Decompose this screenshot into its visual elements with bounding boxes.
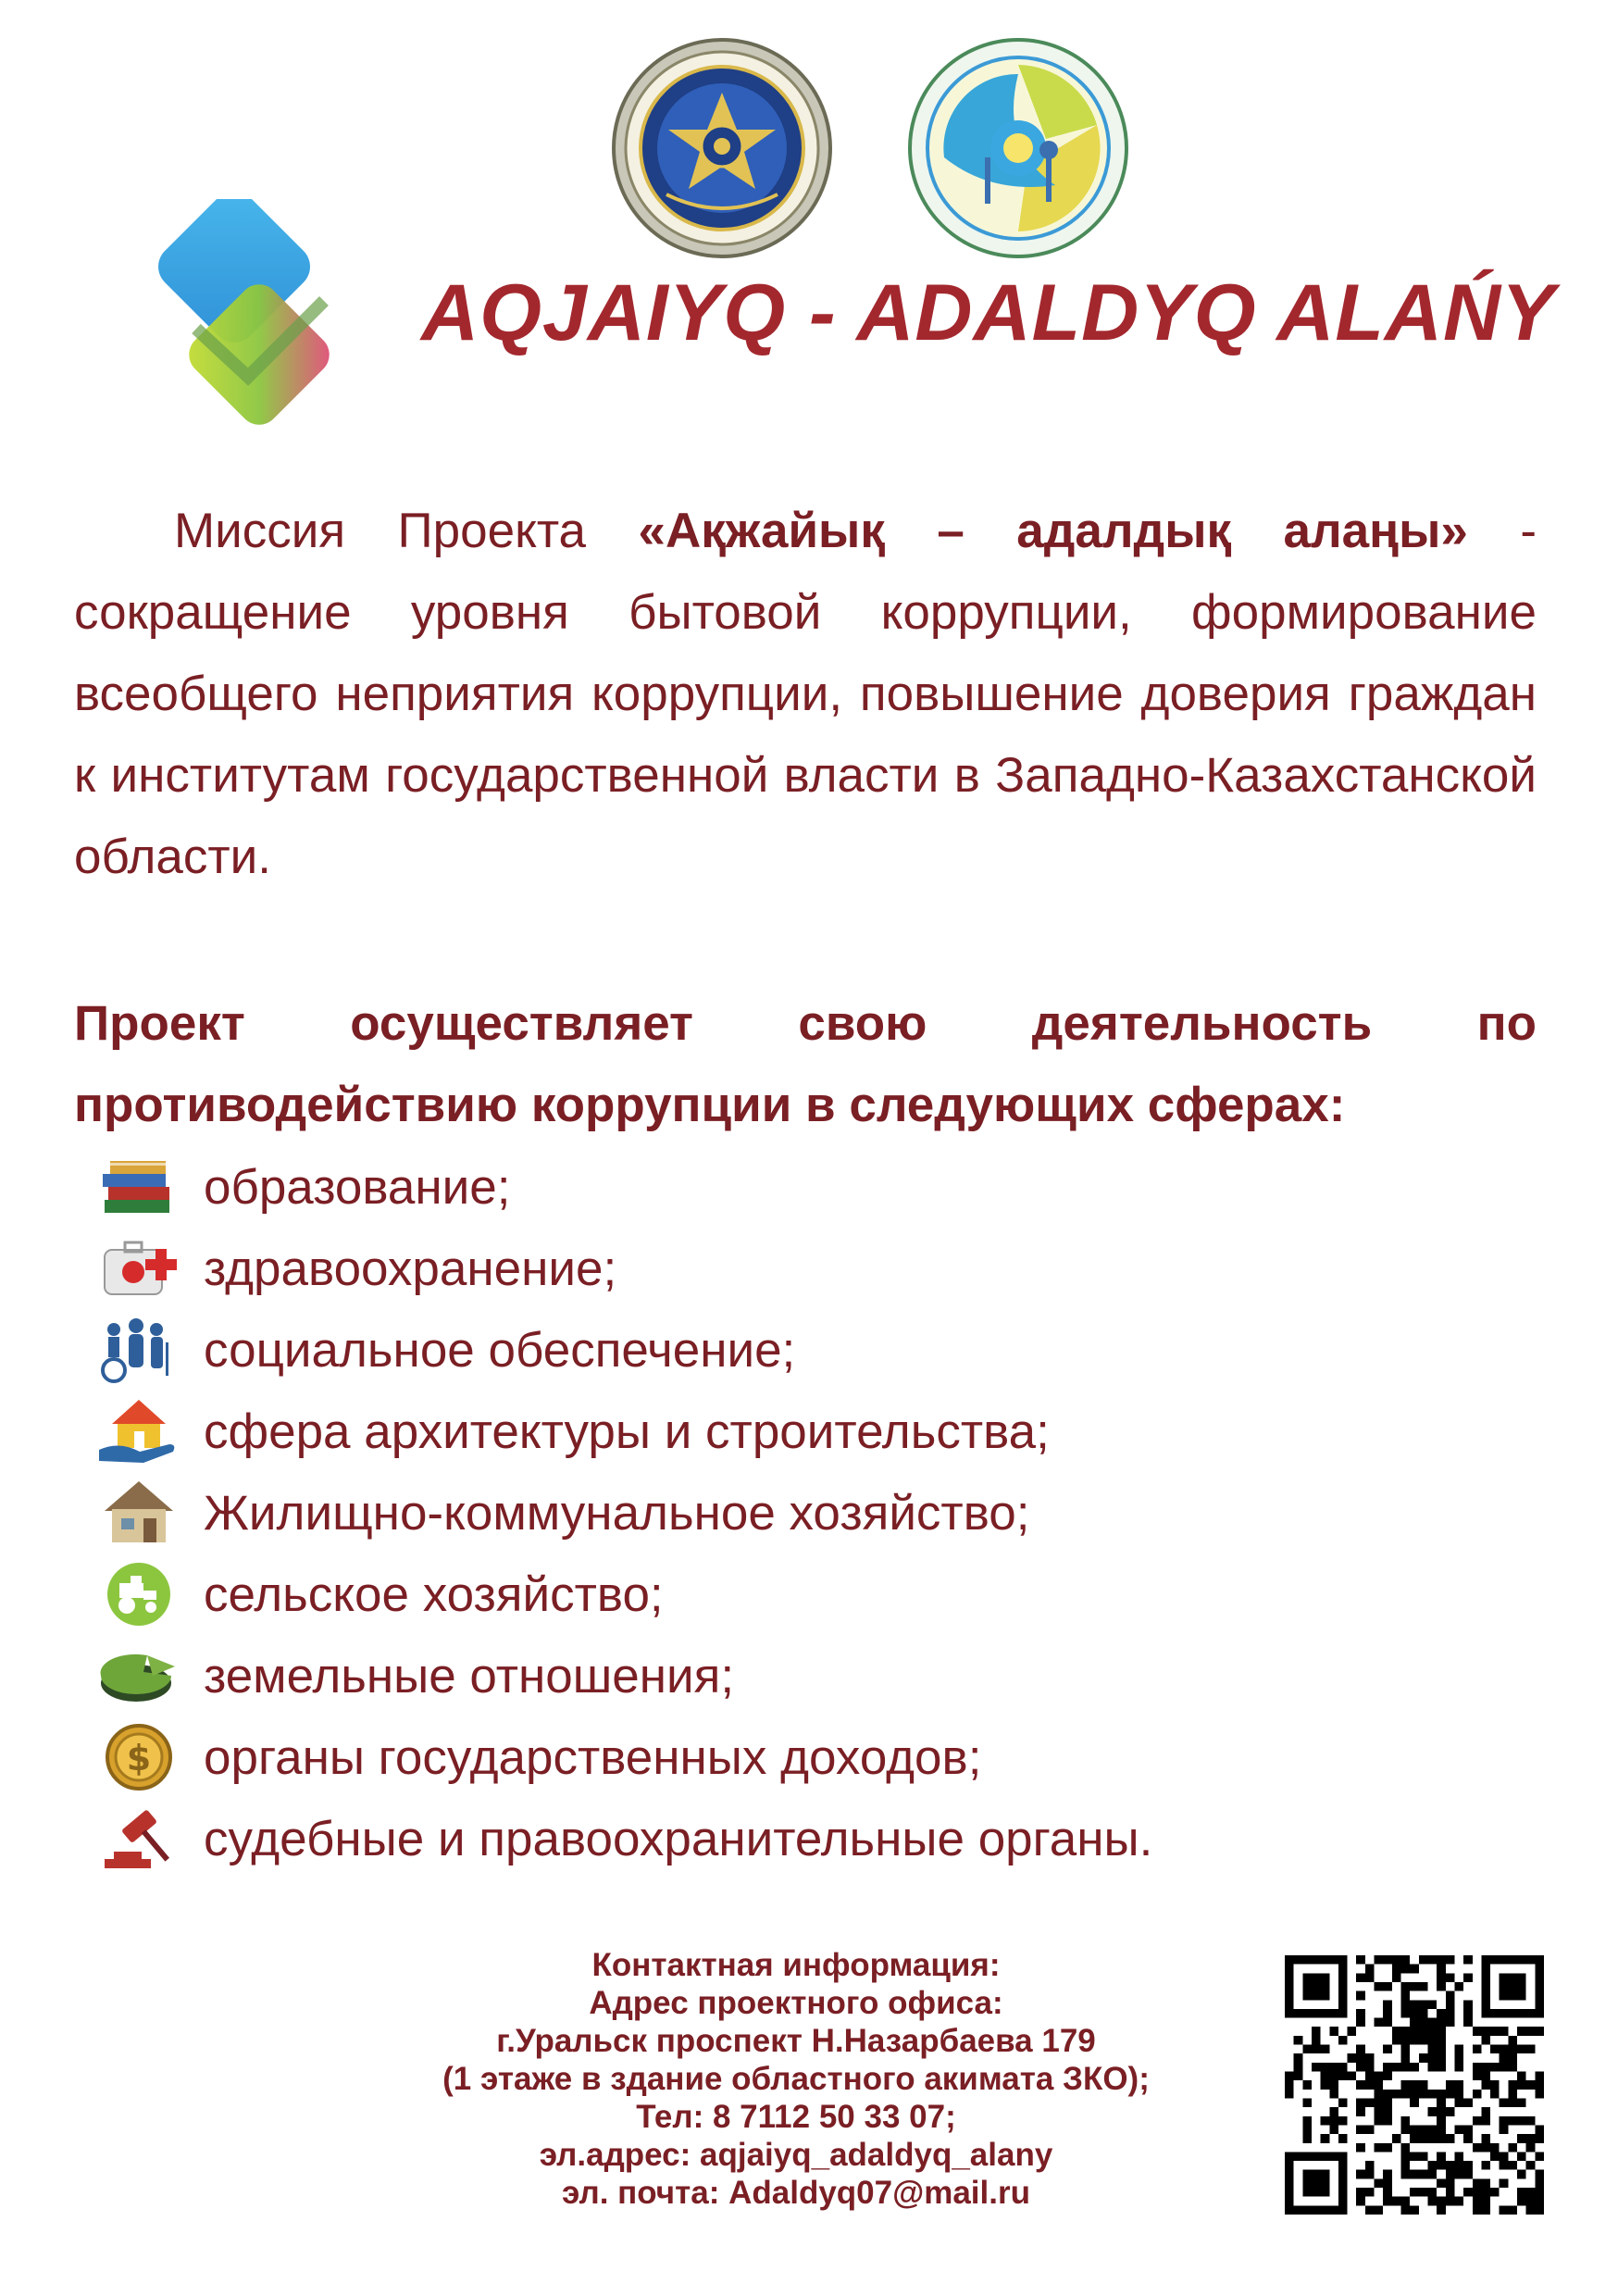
sphere-label: сельское хозяйство; bbox=[204, 1566, 664, 1622]
sphere-label: судебные и правоохранительные органы. bbox=[204, 1811, 1153, 1866]
mission-paragraph bbox=[74, 491, 1537, 898]
contact-address-note: (1 этаже в здание областного акимата ЗКО); bbox=[442, 2061, 1150, 2097]
list-item bbox=[93, 1146, 1388, 1228]
contact-email: эл. почта: Adaldyq07@mail.ru bbox=[562, 2175, 1030, 2211]
list-item bbox=[93, 1228, 1388, 1309]
sphere-label: Жилищно-коммунальное хозяйство; bbox=[204, 1485, 1030, 1541]
sphere-label: социальное обеспечение; bbox=[204, 1322, 796, 1378]
west-kazakhstan-emblem bbox=[907, 37, 1129, 259]
sphere-label: образование; bbox=[204, 1159, 511, 1215]
sphere-label: здравоохранение; bbox=[204, 1241, 617, 1296]
first-aid-kit-icon bbox=[93, 1231, 185, 1305]
social-support-icon bbox=[93, 1313, 185, 1387]
mission-body: - сокращение уровня бытовой коррупции, формирование всеобщего неприятия коррупции, повышение доверия граждан к институтам государственной власти в Западно-Казахстанской области. bbox=[74, 504, 1537, 884]
list-item bbox=[93, 1798, 1388, 1879]
list-item bbox=[93, 1472, 1388, 1554]
qr-code[interactable] bbox=[1285, 1955, 1544, 2215]
books-icon bbox=[93, 1150, 185, 1224]
contact-web-address: эл.адрес: aqjaiyq_adaldyq_alany bbox=[539, 2137, 1053, 2173]
sphere-label: земельные отношения; bbox=[204, 1648, 735, 1703]
mission-project-name: «Ақжайық – адалдық алаңы» bbox=[638, 504, 1468, 558]
house-in-hand-icon bbox=[93, 1394, 185, 1468]
list-item bbox=[93, 1554, 1388, 1635]
list-item bbox=[93, 1309, 1388, 1391]
project-logo-icon bbox=[139, 199, 361, 440]
sphere-label: органы государственных доходов; bbox=[204, 1729, 982, 1785]
dollar-coin-icon bbox=[93, 1720, 185, 1794]
land-slice-icon bbox=[93, 1639, 185, 1713]
house-icon bbox=[93, 1476, 185, 1550]
contact-address: г.Уральск проспект Н.Назарбаева 179 bbox=[496, 2023, 1096, 2059]
gavel-icon bbox=[93, 1802, 185, 1876]
contact-info bbox=[352, 1946, 1240, 2212]
contact-phone: Тел: 8 7112 50 33 07; bbox=[636, 2099, 956, 2135]
project-title: AQJAIYQ - ADALDYQ ALAŃY bbox=[421, 268, 1556, 357]
contact-address-heading: Адрес проектного офиса: bbox=[589, 1985, 1003, 2021]
sphere-label: сфера архитектуры и строительства; bbox=[204, 1404, 1050, 1459]
mission-lead: Миссия Проекта bbox=[174, 504, 639, 558]
list-item bbox=[93, 1635, 1388, 1716]
svg-text:$: $ bbox=[126, 1738, 152, 1778]
tractor-icon bbox=[93, 1557, 185, 1631]
spheres-heading: Проект осуществляет свою деятельность по противодействию коррупции в следующих сферах: bbox=[74, 996, 1537, 1132]
spheres-list bbox=[93, 1146, 1388, 1879]
law-enforcement-emblem bbox=[611, 37, 833, 259]
list-item bbox=[93, 1716, 1388, 1798]
contact-heading: Контактная информация: bbox=[591, 1947, 1001, 1983]
list-item bbox=[93, 1391, 1388, 1472]
